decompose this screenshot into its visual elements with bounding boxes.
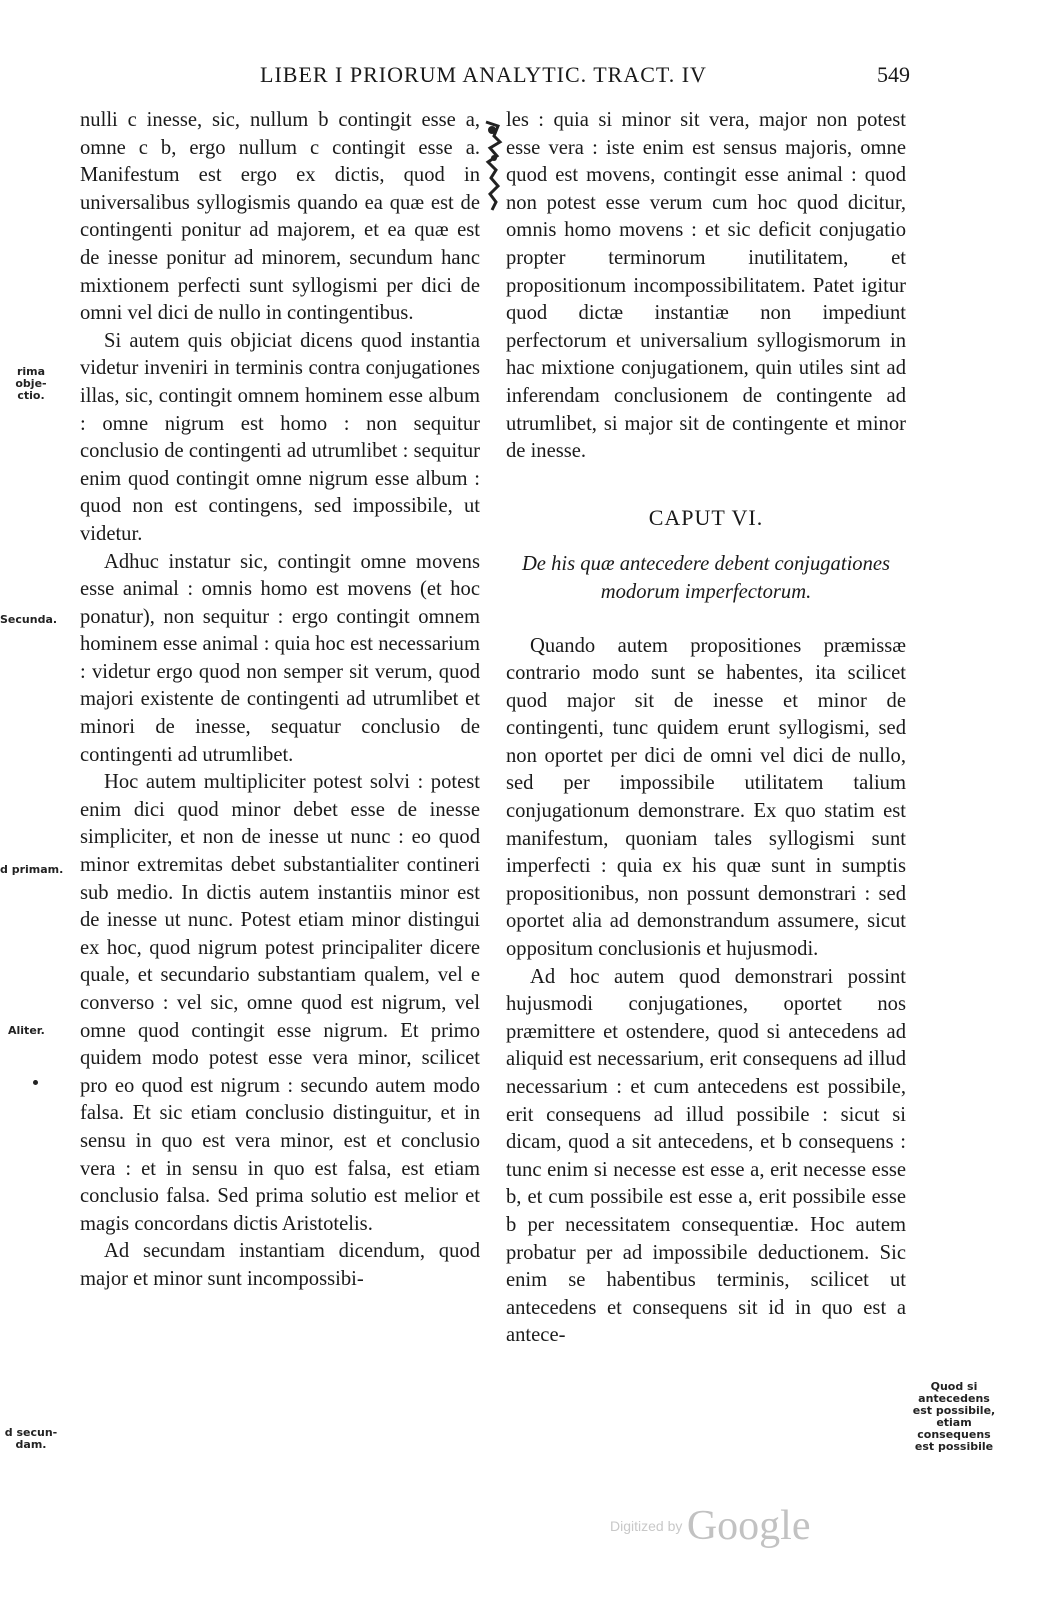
ink-smudge-icon (482, 118, 504, 238)
paragraph: Ad secundam instantiam dicendum, quod major et minor sunt incompossibi- (80, 1240, 480, 1290)
paragraph: Si autem quis objiciat dicens quod instantia videtur inveniri in terminis contra conjugationes illas, sic, contingit omnem hominem esse album : omne nigrum est homo : non sequitur conclusio de contingenti ad utrumlibet : sequitur enim quod contingit omne nigrum esse album : quod non est contingens, sed impossibile, ut videtur. (80, 329, 480, 545)
paragraph: les : quia si minor sit vera, major non potest esse vera : iste enim est sensus majoris, omne quod est movens, contingit esse animal : quod non potest esse verum cum hoc quod dicitur, omnis homo movens : et sic deficit conjugatio propter terminorum inutilitatem, et propositionum incompossibilitatem. Patet igitur quod dictæ instantiæ non impediunt perfectorum et universalium syllogismorum in hac mixtione conjugationem, quin utiles sint ad inferendam conclusionem de contingente ad utrumlibet, si major sit de contingente et minor de inesse. (506, 109, 906, 463)
running-head (80, 62, 910, 92)
margin-note-aliter: Aliter. (8, 1024, 45, 1037)
margin-note-ad-secundam: d secun- dam. (4, 1426, 58, 1451)
google-watermark (610, 1502, 810, 1552)
margin-dot (33, 1080, 38, 1085)
paragraph: Quando autem propositiones præmissæ contrario modo sunt se habentes, ita scilicet quod major sit de inesse et minor de contingenti, tunc quidem erunt syllogismi, sed non oportet per dici de omni vel dici de nullo, sed per impossibile utilitatem talium conjugationum demonstrare. Ex quo statim est manifestum, quoniam tales syllogismi sunt imperfecti : quia ex his quæ sunt in sumptis propositionibus, non possunt demonstrari : sed oportet alia ad demonstrandum assumere, sicut oppositum conclusionis et hujusmodi. (506, 634, 906, 961)
margin-note-quod-si-antecedens: Quod si antecedens est possibile, etiam consequens est possibile (912, 1380, 996, 1453)
page-number: 549 (877, 62, 910, 87)
google-logo: Google (686, 1503, 811, 1549)
running-title: LIBER I PRIORUM ANALYTIC. TRACT. IV (260, 62, 707, 87)
right-column (506, 107, 906, 1350)
digitized-by-text: Digitized by (610, 1518, 683, 1534)
paragraph: Adhuc instatur sic, contingit omne movens esse animal : omnis homo est movens (et hoc ponatur), non sequitur : ergo contingit omnem hominem esse animal : quia hoc est necessarium : videtur ergo quod non semper sit verum, quod majori existente de contingenti ad utrumlibet et minori de inesse, sequatur conclusio de contingenti ad utrumlibet. (80, 550, 480, 766)
paragraph: nulli c inesse, sic, nullum b contingit esse a, omne c b, ergo nullum c contingit esse a. Manifestum est ergo ex dictis, quod in universalibus syllogismis quando ea quæ est de contingenti ponitur ad majorem, et ea quæ est de inesse ponitur ad minorem, secundum hanc mixtionem perfecti sunt syllogismi per dici de omni vel dici de nullo in contingentibus. (80, 109, 480, 325)
margin-note-ad-primam: d primam. (0, 863, 64, 876)
margin-note-prima-objectio: rima obje- ctio. (15, 365, 47, 402)
margin-note-secunda: Secunda. (0, 613, 58, 626)
chapter-subtitle: De his quæ antecedere debent conjugationes modorum imperfectorum. (521, 553, 891, 603)
gutter-ink-mark (482, 118, 504, 238)
left-column (80, 107, 480, 1294)
paragraph: Ad hoc autem quod demonstrari possint hujusmodi conjugationes, oportet nos præmittere et ostendere, quod si antecedens ad aliquid est necessarium, erit consequens ad illud necessarium : et cum antecedens est possibile, erit consequens ad illud possibile : sicut si dicam, quod a sit antecedens, et b consequens : tunc enim si necesse est esse a, erit necesse esse b, et cum possibile est esse a, erit possibile esse b per necessitatem consequentiæ. Hoc autem probatur per ad impossibile deductionem. Sic enim se habentibus terminis, scilicet ut antecedens et consequens sit id in quo est a antece- (506, 965, 906, 1347)
chapter-heading: CAPUT VI. (648, 504, 764, 530)
paragraph: Hoc autem multipliciter potest solvi : potest enim dici quod minor debet esse de inesse simpliciter, et non de inesse ut nunc : eo quod minor extremitas debet substantialiter contineri sub medio. In dictis autem instantiis minor est de inesse ut nunc. Potest etiam minor distingui ex hoc, quod nigrum potest principaliter dicere quale, et secundario substantiam qualem, vel e converso : vel sic, omne quod est nigrum, vel omne quod contingit esse nigrum. Et primo quidem modo potest esse vera minor, scilicet pro eo quod est nigrum : secundo autem modo falsa. Et sic etiam conclusio distinguitur, et in sensu in quo est vera minor, est et conclusio vera : et in sensu in quo est falsa, est etiam conclusio falsa. Sed prima solutio est melior et magis concordans dictis Aristotelis. (80, 771, 480, 1235)
